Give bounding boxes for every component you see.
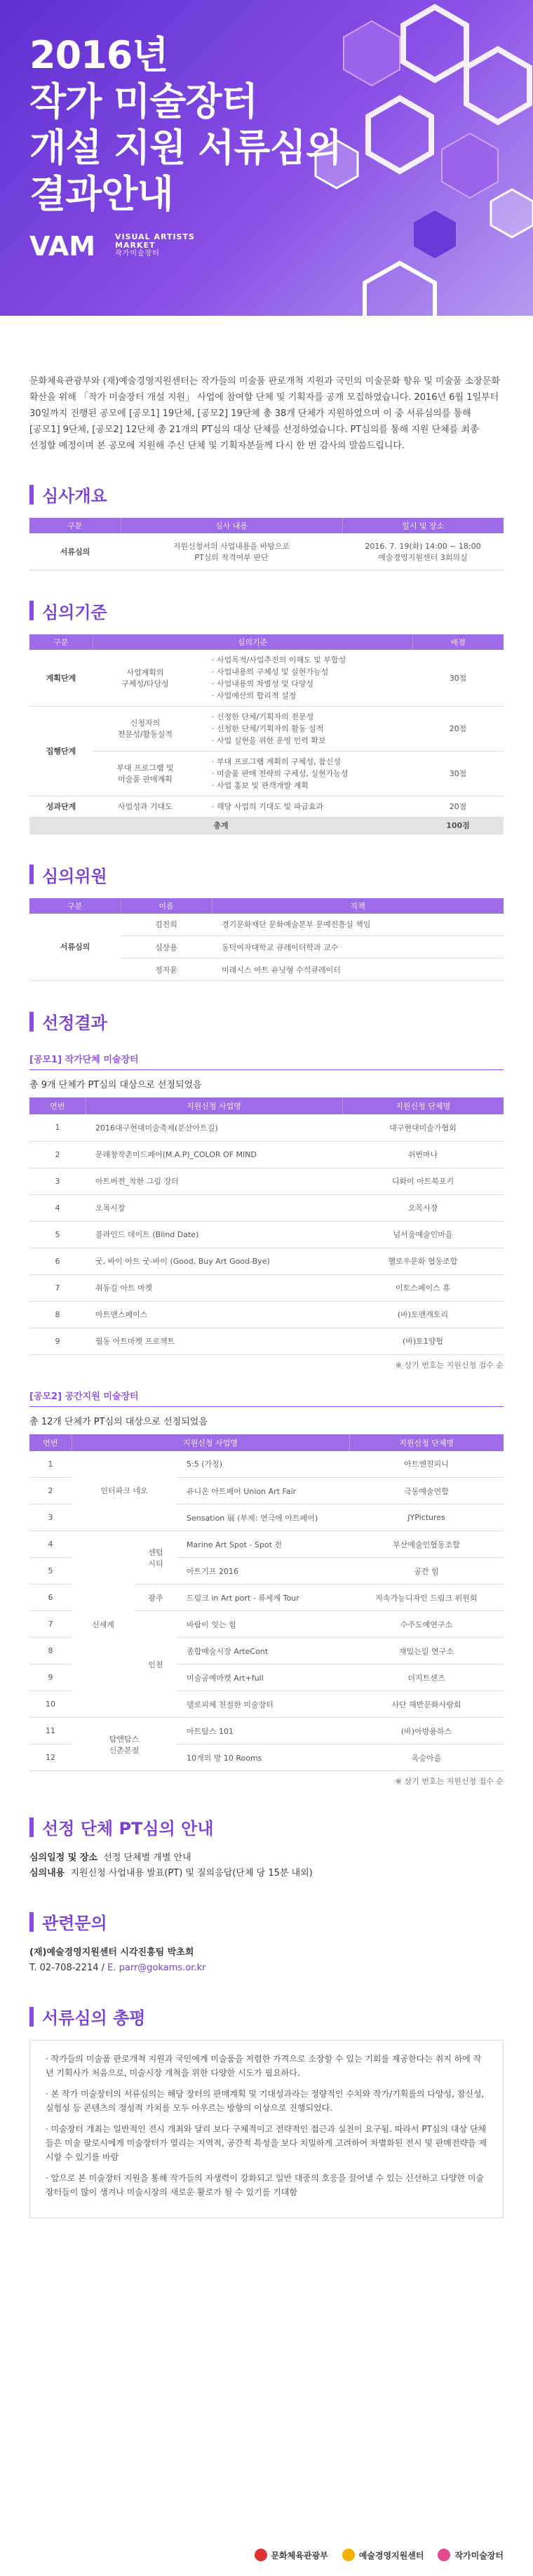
criteria-items-3: [198, 751, 412, 796]
committee-header-role: 직책: [212, 898, 504, 914]
result1-note: ※ 상기 번호는 지원신청 접수 순: [395, 1360, 504, 1370]
committee-type: 서류심의: [29, 914, 121, 981]
result2-org: 아트엔진피니: [349, 1451, 504, 1478]
committee-role: 경기문화재단 문화예술본부 문예진흥실 책임: [212, 914, 504, 936]
result1-name: 아트맨스페이스: [86, 1301, 342, 1328]
result1-row: [29, 1194, 504, 1221]
overview-date: [342, 533, 504, 570]
criteria-total-score: 100점: [412, 817, 504, 834]
pt-heading: [29, 1815, 504, 1839]
overview-table: [29, 518, 504, 570]
section-bar: [29, 601, 34, 620]
result1-no: 6: [29, 1248, 86, 1274]
criteria-item: · 사업 실현을 위한 운영 인력 확보: [212, 735, 412, 747]
result2-org: 사단 해반문화사랑회: [349, 1691, 504, 1718]
result1-org: 쉬번마나: [342, 1141, 504, 1168]
result2-no: 7: [29, 1611, 72, 1638]
result2-name: 5:5 (가칭): [177, 1451, 349, 1478]
section-bar: [29, 865, 34, 884]
review-item: · 미술장터 개최는 일반적인 전시 개최와 달리 보다 구체적이고 전략적인 접근과 실천이 요구됨. 따라서 PT심의 대상 단체들은 미술 팔로시에게 미술장터가 열리는 지역적, 공간적 특성을 보다 치밀하게 고려하여 차별화된 전시 및 판매전략을 제시할 수 있기를 바람: [46, 2122, 487, 2164]
result2-no: 8: [29, 1638, 72, 1664]
result2-table: [29, 1434, 504, 1772]
criteria-item: · 신청한 단체/기획자의 전문성: [212, 711, 412, 723]
result1-no: 9: [29, 1328, 86, 1354]
result2-no: 5: [29, 1558, 72, 1584]
footer-logo-2-text: 예술경영지원센터: [358, 2550, 424, 2561]
committee-heading: [29, 862, 504, 887]
result1-name: 오목시장: [86, 1194, 342, 1221]
result2-sub: 인천: [135, 1611, 177, 1718]
result1-name: 아트버젼_착한 그림 장터: [86, 1168, 342, 1194]
overview-title: 심사개요: [42, 486, 107, 506]
result2-org: 옥승아을: [349, 1744, 504, 1771]
result2-cat: 탐앤탐스 신촌본점: [72, 1718, 177, 1771]
intro-text: 문화체육관광부와 (재)예술경영지원센터는 작가들의 미술품 판로개척 지원과 국민의 미술문화 향유 및 미술품 소장문화 확산을 위해 「작가 미술장터 개설 지원」 사업에 참여할 단체 및 기획자를 공개 모집하였습니다. 2016년 6월 1일부터 30일까지 진행된 공모에 [공모1] 19단체, [공모2] 19단체 총 38개 단체가 지원하였으며 이 중 서류심의를 통해 [공모1] 9단체, [공모2] 12단체 총 21개의 PT심의 대상 단체를 선정하였습니다. PT심의를 통해 지원 단체를 최종 선정할 예정이며 본 공모에 지원해 주신 단체 및 기획자분들께 다시 한 번 감사의 말씀드립니다.: [29, 376, 500, 451]
result1-no: 5: [29, 1221, 86, 1248]
result2-sub: 센텀 시티: [135, 1531, 177, 1584]
section-bar: [29, 2007, 34, 2027]
committee-title: 심의위원: [42, 866, 107, 886]
result2-org: 지속가능디자인 드림크 위원회: [349, 1584, 504, 1611]
result2-no: 9: [29, 1664, 72, 1691]
gokams-logo-icon: [342, 2549, 355, 2561]
result1-table: [29, 1097, 504, 1355]
criteria-header-score: 배점: [412, 634, 504, 650]
criteria-item: · 사업내용의 구체성 및 실현가능성: [212, 666, 412, 678]
result1-no: 1: [29, 1114, 86, 1141]
result2-no: 4: [29, 1531, 72, 1558]
criteria-header-criteria: 심의기준: [93, 634, 412, 650]
review-item: · 앞으로 본 미술장터 지원을 통해 작가들의 자생력이 강화되고 일반 대중의 호응을 끌어낼 수 있는 신선하고 다양한 미술장터들이 많이 생겨나 미술시장의 새로운 활로가 될 수 있기를 기대함: [46, 2171, 487, 2199]
overview-header-type: 구분: [29, 518, 121, 533]
result2-header-no: 연번: [29, 1434, 72, 1451]
section-bar: [29, 1912, 34, 1932]
criteria-heading: [29, 599, 504, 623]
result1-org: (바)토1양협: [342, 1328, 504, 1354]
result2-heading: [공모2] 공간지원 미술장터: [29, 1389, 504, 1407]
logo-text-3: 작가미술장터: [115, 250, 160, 258]
section-bar: [29, 1817, 34, 1837]
result1-org: 이토스페이스 휴: [342, 1274, 504, 1301]
pt-content-value: 지원신청 사업내용 발표(PT) 및 질의응답(단체 당 15분 내외): [70, 1868, 313, 1878]
result2-org: JYPictures: [349, 1504, 504, 1531]
result2-cat: 인터파크 네오: [72, 1451, 177, 1531]
pt-title: 선정 단체 PT심의 안내: [42, 1819, 214, 1838]
overview-type: 서류심의: [29, 533, 121, 570]
contact-tel: T. 02-708-2214: [29, 1963, 99, 1973]
result1-name: 월동 아트마켓 프로젝트: [86, 1328, 342, 1354]
result2-org: 극동예술연합: [349, 1478, 504, 1504]
review-heading: [29, 2004, 504, 2029]
result1-header-no: 연번: [29, 1097, 86, 1114]
result2-no: 6: [29, 1584, 72, 1611]
result2-sub: 광주: [135, 1584, 177, 1611]
criteria-item: · 해당 사업의 기대도 및 파급효과: [212, 801, 412, 813]
result1-body: [29, 1114, 504, 1354]
result2-no: 10: [29, 1691, 72, 1718]
criteria-header-type: 구분: [29, 634, 93, 650]
pt-date-value: 선정 단체별 개별 안내: [103, 1853, 191, 1863]
pt-date: [29, 1850, 504, 1866]
result2-name: Sensation 展 (부제: 연극에 아트페어): [177, 1504, 349, 1531]
pt-content-label: 심의내용: [29, 1868, 65, 1878]
review-item: · 본 작가 미술장터의 서류심의는 해당 장터의 판매계획 및 기대성과라는 정량적인 수치와 작가/기획를의 다양성, 참신성, 실험성 등 콘텐츠의 정성적 가치를 모두 아우르는 방향의 이상으로 진행되었다.: [46, 2087, 487, 2115]
result2-body: [29, 1451, 504, 1771]
vam-logo-mark: [29, 232, 107, 260]
result2-header-name: 지원신청 사업명: [72, 1434, 349, 1451]
footer-logo-3-text: 작가미술장터: [454, 2550, 504, 2561]
pt-info: [29, 1850, 504, 1881]
section-bar: [29, 485, 34, 505]
result2-org: (바)아방용하스: [349, 1718, 504, 1744]
result1-org: (바)토맨캐토리: [342, 1301, 504, 1328]
contact-heading: [29, 1909, 504, 1934]
contact-section: [0, 1909, 533, 1976]
pt-date-label: 심의일정 및 장소: [29, 1853, 97, 1863]
result2-name: 종합예술시장 ArteCont: [177, 1638, 349, 1664]
result2-name: 바람이 잇는 힘: [177, 1611, 349, 1638]
logo-mark-text: VAM: [29, 232, 96, 260]
result1-no: 3: [29, 1168, 86, 1194]
logo-text: [115, 233, 195, 258]
title-line-4: 결과안내: [29, 172, 173, 216]
footer-logo-2: [342, 2549, 424, 2561]
result2-no: 12: [29, 1744, 72, 1771]
result1-name: 굿, 바이 아트 굿-바이 (Good, Buy Art Good-Bye): [86, 1248, 342, 1274]
hero-banner: [0, 0, 533, 316]
result2-no: 3: [29, 1504, 72, 1531]
contact-email[interactable]: E. parr@gokams.or.kr: [107, 1963, 206, 1973]
result2-no: 2: [29, 1478, 72, 1504]
result2-no: 1: [29, 1451, 72, 1478]
result2-org: 더지트센즈: [349, 1664, 504, 1691]
footer-logo-1: [255, 2549, 328, 2561]
contact-org: (재)예술경영지원센터 시각진흥팀 박초희: [29, 1947, 194, 1958]
pt-section: [0, 1815, 533, 1881]
result1-header-name: 지원신청 사업명: [86, 1097, 342, 1114]
criteria-item: · 미술품 판매 전략의 구체성, 실현가능성: [212, 768, 412, 780]
result1-no: 8: [29, 1301, 86, 1328]
criteria-item: · 부대 프로그램 계획의 구체성, 참신성: [212, 756, 412, 768]
criteria-items-4: [198, 796, 412, 817]
footer-logo-1-text: 문화체육관광부: [271, 2550, 328, 2561]
committee-header-name: 이름: [121, 898, 212, 914]
result1-row: [29, 1248, 504, 1274]
logo-text-2: MARKET: [115, 241, 156, 250]
result2-row: [29, 1718, 504, 1744]
result1-desc: 총 9개 단체가 PT심의 대상으로 선정되었음: [29, 1080, 202, 1090]
result1-row: [29, 1328, 504, 1354]
result1-row: [29, 1301, 504, 1328]
overview-heading: [29, 482, 504, 507]
criteria-item: · 신청한 단체/기획자의 활동 실적: [212, 723, 412, 735]
overview-header-date: 일시 및 장소: [342, 518, 504, 533]
review-section: [0, 2004, 533, 2218]
committee-table: [29, 898, 504, 982]
result2-no: 11: [29, 1718, 72, 1744]
result-section: [0, 1009, 533, 1787]
overview-date-2: 예술경영지원센터 3회의실: [378, 552, 468, 562]
criteria-item: · 사업목적/사업추진의 이해도 및 부합성: [212, 654, 412, 666]
overview-content-1: 지원신청서의 사업내용을 바탕으로: [173, 541, 290, 551]
committee-name: 심상용: [121, 936, 212, 959]
criteria-section: [0, 599, 533, 834]
vam-logo: [29, 232, 195, 260]
result2-row: [29, 1451, 504, 1478]
committee-role: 동덕여자대학교 큐레이터학과 교수: [212, 936, 504, 959]
result1-org: 헬로우문화 협동조합: [342, 1248, 504, 1274]
footer-logo-3: [438, 2549, 504, 2561]
result2-name: 미술공예마켓 Art+full: [177, 1664, 349, 1691]
criteria-table: [29, 634, 504, 834]
title-line-3: 개설 지원 서류심의: [29, 126, 342, 170]
contact-sep: /: [101, 1963, 108, 1973]
criteria-score-3: 30점: [412, 751, 504, 796]
pt-content: [29, 1866, 504, 1881]
committee-name: 김진희: [121, 914, 212, 936]
committee-role: 미래시스 아트 유닛형 수석큐레이터: [212, 959, 504, 981]
result2-name: 10개의 방 10 Rooms: [177, 1744, 349, 1771]
result2-org: 수주도예연구소: [349, 1611, 504, 1638]
result1-name: 블라인드 데이트 (Blind Date): [86, 1221, 342, 1248]
contact-line: [29, 1961, 504, 1976]
result1-no: 7: [29, 1274, 86, 1301]
hexagon-decoration: [351, 260, 449, 316]
criteria-item: · 사업 홍보 및 관객개발 계획: [212, 780, 412, 792]
section-bar: [29, 1012, 34, 1032]
page-title: [29, 32, 342, 218]
result1-row: [29, 1114, 504, 1141]
result2-org: 재밌는일 연구소: [349, 1638, 504, 1664]
result1-org: 넘서울예술인마을: [342, 1221, 504, 1248]
result2-name: 유니온 아트페어 Union Art Fair: [177, 1478, 349, 1504]
result1-row: [29, 1141, 504, 1168]
criteria-title: 심의기준: [42, 602, 107, 622]
overview-header-content: 심사 내용: [121, 518, 342, 533]
ministry-logo-icon: [255, 2549, 267, 2561]
overview-content: [121, 533, 342, 570]
result1-row: [29, 1274, 504, 1301]
criteria-group-2: 집행단계: [29, 706, 93, 796]
review-box: [29, 2040, 504, 2218]
result2-name: 델로피체 친절한 미술장터: [177, 1691, 349, 1718]
criteria-sub-2: 신청자의 전문성/활동실적: [93, 706, 198, 751]
review-title: 서류심의 총평: [42, 2008, 146, 2028]
criteria-items-1: [198, 650, 412, 707]
result1-org: 디화이 아트북포키: [342, 1168, 504, 1194]
result1-no: 4: [29, 1194, 86, 1221]
criteria-sub-3: 부대 프로그램 및 미술품 판매계획: [93, 751, 198, 796]
result2-name: 아트기프 2016: [177, 1558, 349, 1584]
result1-header-org: 지원신청 단체명: [342, 1097, 504, 1114]
intro-section: [0, 316, 533, 454]
logo-text-1: VISUAL ARTISTS: [115, 232, 195, 241]
result1-name: 취동길 아트 마켓: [86, 1274, 342, 1301]
result2-desc: 총 12개 단체가 PT심의 대상으로 선정되었음: [29, 1416, 208, 1427]
contact-title: 관련문의: [42, 1914, 107, 1933]
result1-org: 오목시장: [342, 1194, 504, 1221]
result1-no: 2: [29, 1141, 86, 1168]
overview-content-2: PT심의 적격여부 판단: [194, 552, 269, 562]
result2-org: 공간 힘: [349, 1558, 504, 1584]
result2-name: 아트탐스 101: [177, 1718, 349, 1744]
result2-cat: 신세계: [72, 1531, 135, 1718]
result1-row: [29, 1168, 504, 1194]
result2-header-org: 지원신청 단체명: [349, 1434, 504, 1451]
criteria-score-1: 30점: [412, 650, 504, 707]
criteria-group-4: 성과단계: [29, 796, 93, 817]
criteria-score-2: 20점: [412, 706, 504, 751]
criteria-sub-1: 사업계획의 구체성/타당성: [93, 650, 198, 707]
contact-info: [29, 1945, 504, 1976]
result1-org: 대구현대미술가협회: [342, 1114, 504, 1141]
criteria-score-4: 20점: [412, 796, 504, 817]
result2-name: 드림크 in Art port - 류세계 Tour: [177, 1584, 349, 1611]
overview-section: [0, 482, 533, 570]
committee-section: [0, 862, 533, 982]
result-heading: [29, 1009, 504, 1034]
criteria-total-label: 총계: [29, 817, 412, 834]
result1-row: [29, 1221, 504, 1248]
result2-note: ※ 상기 번호는 지원신청 접수 순: [395, 1777, 504, 1786]
overview-date-1: 2016. 7. 19(화) 14:00 ~ 18:00: [365, 541, 481, 551]
result1-name: 2016대구현대미술축제(분산아트길): [86, 1114, 342, 1141]
result2-row: [29, 1531, 504, 1558]
committee-header-type: 구분: [29, 898, 121, 914]
vam-logo-icon: [438, 2549, 450, 2561]
committee-name: 정지윤: [121, 959, 212, 981]
result1-name: 문래창작촌미드페어(M.A.P)_COLOR OF MIND: [86, 1141, 342, 1168]
criteria-sub-4: 사업성과 기대도: [93, 796, 198, 817]
criteria-items-2: [198, 706, 412, 751]
title-line-1: 2016년: [29, 33, 168, 77]
result-title: 선정결과: [42, 1013, 107, 1033]
review-item: · 작가들의 미술품 판로개척 지원과 국민에게 미술품을 저렴한 가격으로 소장할 수 있는 기회를 제공한다는 취지 하에 작년 기획사가 처음으로, 미술시장 개척을 위한 다양한 시도가 필요하다.: [46, 2052, 487, 2080]
title-line-2: 작가 미술장터: [29, 79, 257, 124]
result2-org: 부산예술인협동조합: [349, 1531, 504, 1558]
result2-name: Marine Art Spot - Spot 전: [177, 1531, 349, 1558]
result1-heading: [공모1] 작가단체 미술장터: [29, 1052, 504, 1070]
footer: [0, 2534, 533, 2576]
criteria-item: · 사업예산의 합리적 설정: [212, 690, 412, 702]
criteria-group-1: 계획단계: [29, 650, 93, 707]
criteria-item: · 사업내용의 차별성 및 다양성: [212, 678, 412, 690]
